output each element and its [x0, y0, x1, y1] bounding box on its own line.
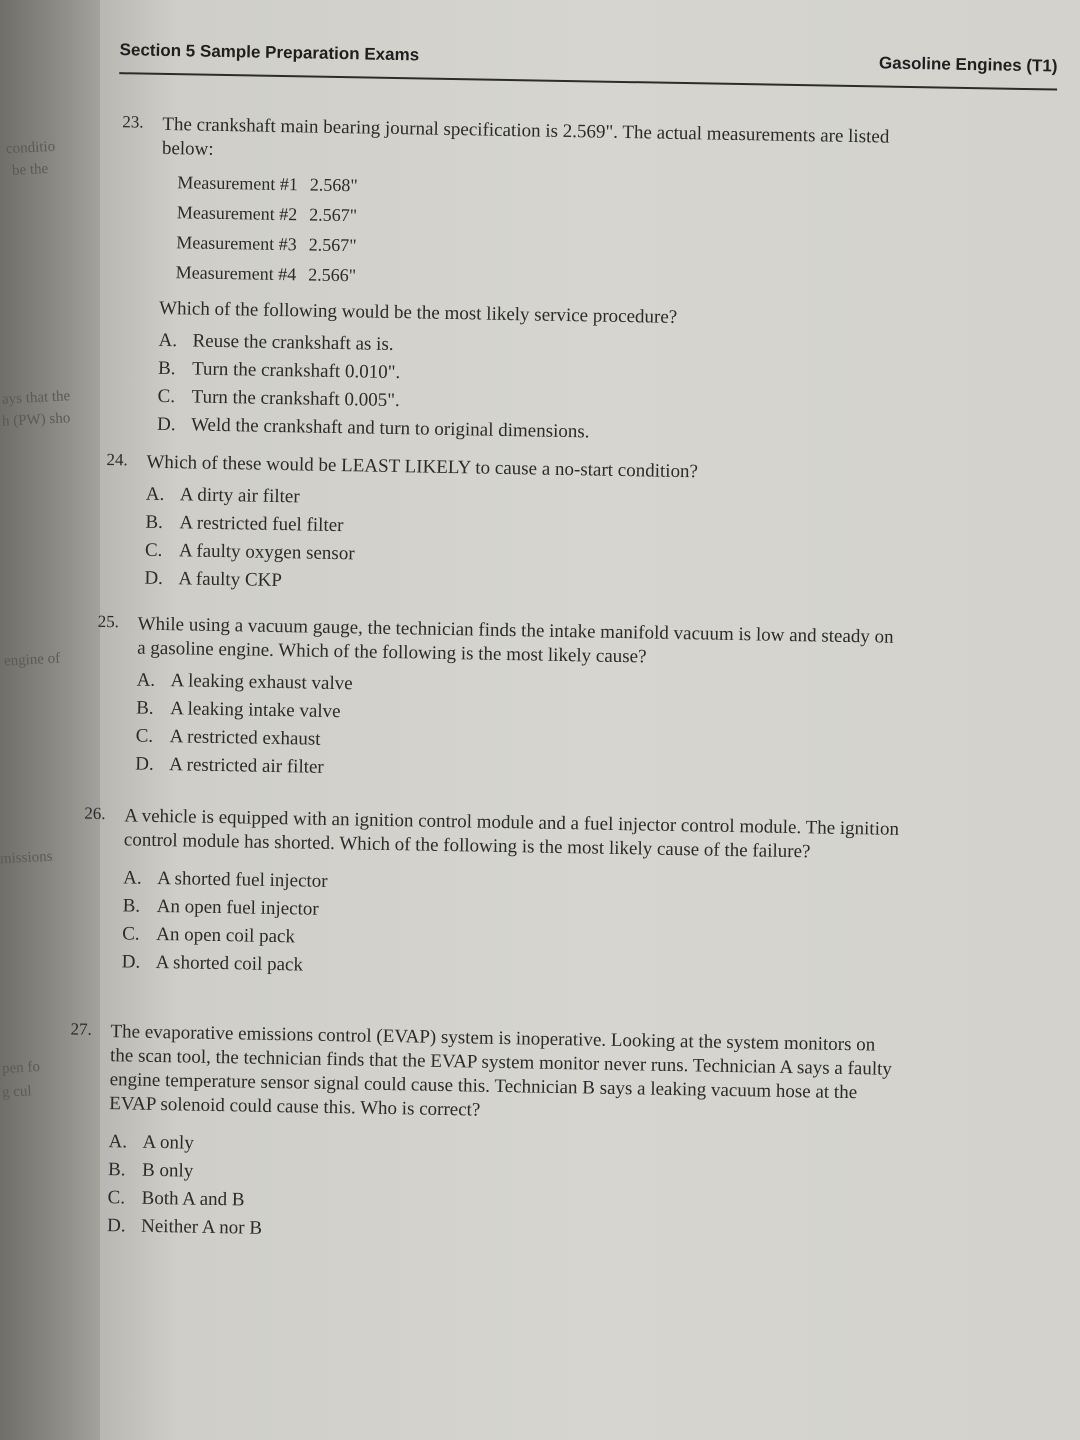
facing-page-fragment: pen fo — [1, 1059, 41, 1077]
option-text: A restricted air filter — [169, 754, 324, 778]
question-body — [157, 113, 923, 452]
option-letter: C. — [135, 725, 154, 747]
option-text: A shorted fuel injector — [157, 867, 328, 892]
topic-title: Gasoline Engines (T1) — [878, 53, 1058, 76]
measurement-value: 2.567" — [309, 204, 358, 226]
measurement-list — [176, 167, 922, 300]
option-letter: A. — [123, 867, 142, 889]
measurement-label: Measurement #1 — [177, 172, 298, 195]
question-23 — [122, 112, 943, 443]
question-text: A vehicle is equipped with an ignition control module and a fuel injector control module. The ignition control module has shorted. Which of the following is the most likely cause of the failure? — [123, 805, 900, 863]
question-prompt: Which of the following would be the most likely service procedure? — [158, 297, 678, 328]
option-text: A leaking intake valve — [169, 698, 341, 723]
option-letter: B. — [145, 511, 164, 533]
question-number: 23. — [122, 112, 144, 132]
option-text: A dirty air filter — [179, 484, 300, 508]
option-letter: C. — [144, 539, 163, 561]
question-number: 25. — [97, 611, 120, 632]
question-27 — [70, 1019, 921, 1239]
option-text: An open fuel injector — [156, 895, 319, 920]
question-24 — [106, 450, 927, 592]
facing-page-fragment: missions — [0, 848, 53, 868]
question-25 — [97, 611, 918, 778]
option-letter: A. — [108, 1131, 128, 1153]
option-text: Reuse the crankshaft as is. — [192, 330, 394, 355]
option-letter: B. — [107, 1159, 126, 1181]
facing-page-fragment: be the — [11, 161, 49, 179]
option-text: A faulty oxygen sensor — [178, 540, 355, 565]
option-text: Both A and B — [141, 1187, 245, 1211]
option-letter: B. — [157, 357, 176, 380]
answer-options — [121, 864, 913, 990]
answer-options — [135, 667, 897, 792]
measurement-value: 2.567" — [308, 234, 357, 256]
option-text: A leaking exhaust valve — [170, 670, 353, 695]
question-number: 26. — [84, 803, 106, 824]
option-letter: D. — [156, 413, 176, 436]
option-letter: A. — [158, 329, 178, 352]
facing-page-edge — [0, 0, 100, 1440]
option-letter: A. — [145, 483, 165, 506]
question-body — [121, 804, 914, 990]
option-text: Neither A nor B — [140, 1215, 263, 1239]
running-header — [119, 30, 1058, 90]
question-number: 27. — [70, 1019, 92, 1039]
option-text: A shorted coil pack — [155, 951, 304, 976]
question-text: The crankshaft main bearing journal specification is 2.569". The actual measurements are listed below: — [161, 113, 890, 160]
question-text: The evaporative emissions control (EVAP) system is inoperative. Looking at the system monitors on the scan tool, the technician finds that the EVAP system monitor never runs. Technician A says a faulty engine temperature sensor signal could cause this. Technician B says a leaking vacuum hose at the EVAP solenoid could cause this. Who is correct? — [109, 1021, 893, 1121]
option-text: A restricted exhaust — [169, 726, 321, 750]
book-page — [70, 0, 1080, 1440]
option-letter: D. — [121, 951, 141, 973]
option-text: B only — [141, 1159, 194, 1182]
option-text: An open coil pack — [156, 923, 296, 948]
option-letter: D. — [106, 1215, 126, 1237]
option-letter: C. — [122, 923, 140, 945]
facing-page-fragment: engine of — [3, 650, 61, 670]
measurement-label: Measurement #3 — [176, 232, 297, 255]
facing-page-fragment: ays that the — [1, 388, 71, 408]
question-number: 24. — [106, 450, 128, 470]
option-letter: A. — [136, 669, 156, 691]
question-text: While using a vacuum gauge, the technician finds the intake manifold vacuum is low and steady on a gasoline engine. Which of the following is the most likely cause? — [137, 613, 894, 668]
question-body — [144, 451, 906, 606]
measurement-label: Measurement #2 — [176, 202, 298, 225]
facing-page-fragment: g cul — [1, 1083, 32, 1101]
option-letter: B. — [122, 895, 141, 917]
facing-page-fragment: conditio — [5, 138, 56, 158]
option-letter: D. — [135, 753, 154, 775]
question-body — [135, 613, 898, 792]
option-text: Weld the crankshaft and turn to original dimensions. — [190, 414, 590, 443]
option-text: Turn the crankshaft 0.005". — [191, 386, 400, 412]
option-text: Turn the crankshaft 0.010". — [191, 358, 401, 384]
answer-options — [157, 327, 919, 452]
page-content — [70, 30, 1070, 1437]
question-text: Which of these would be LEAST LIKELY to cause a no-start condition? — [146, 451, 699, 483]
measurement-value: 2.566" — [308, 264, 357, 286]
option-text: A only — [142, 1131, 194, 1154]
answer-options — [107, 1128, 899, 1254]
measurement-value: 2.568" — [309, 174, 358, 196]
question-body — [107, 1020, 901, 1254]
measurement-label: Measurement #4 — [175, 262, 297, 285]
option-text: A restricted fuel filter — [179, 512, 344, 537]
option-letter: B. — [135, 697, 154, 719]
question-26 — [84, 803, 924, 976]
option-letter: D. — [144, 567, 164, 590]
option-text: A faulty CKP — [178, 568, 283, 592]
option-letter: C. — [107, 1187, 126, 1209]
facing-page-fragment: h (PW) sho — [1, 410, 71, 430]
answer-options — [144, 481, 906, 606]
option-letter: C. — [157, 385, 176, 408]
section-title: Section 5 Sample Preparation Exams — [119, 40, 420, 65]
